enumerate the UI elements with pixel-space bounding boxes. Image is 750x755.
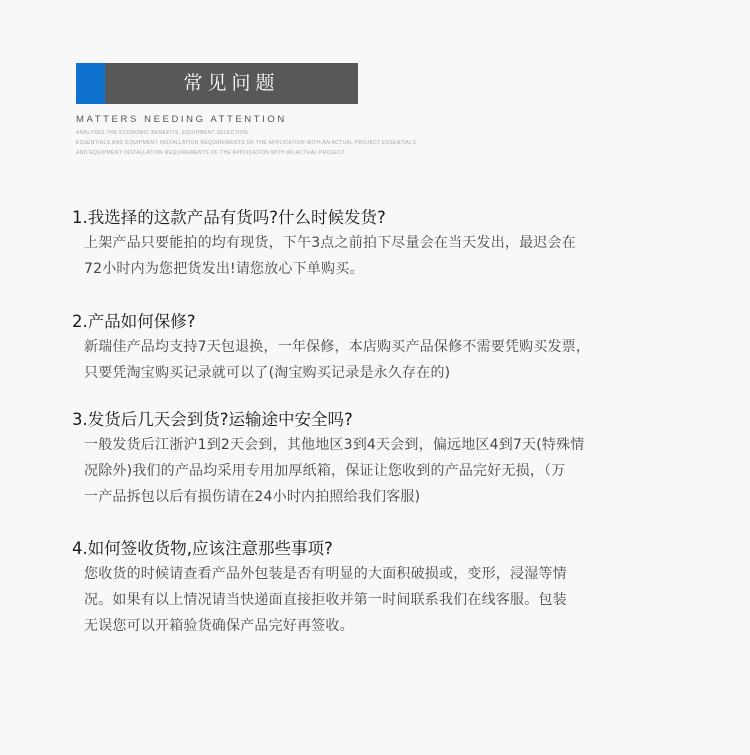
faq-answer bbox=[84, 561, 692, 639]
faq-item bbox=[72, 537, 692, 639]
header-fineprint: ESSENTIALS AND EQUIPMENT INSTALLATION REQUIREMENTS OF THE APPLICATION WITH AN ACTUAL PROJECT.ESSENTIALS bbox=[76, 140, 417, 146]
faq-item bbox=[72, 310, 692, 386]
faq-answer-line: 一产品拆包以后有损伤请在24小时内拍照给我们客服) bbox=[84, 489, 421, 505]
faq-answer-line: 一般发货后江浙沪1到2天会到，其他地区3到4天会到，偏远地区4到7天(特殊情 bbox=[84, 437, 585, 453]
faq-answer bbox=[84, 334, 692, 386]
faq-answer-line: 您收货的时候请查看产品外包装是否有明显的大面积破损或，变形，浸湿等情 bbox=[84, 566, 567, 582]
faq-answer bbox=[84, 432, 692, 510]
faq-item bbox=[72, 206, 692, 282]
faq-answer-line: 上架产品只要能拍的均有现货，下午3点之前拍下尽量会在当天发出，最迟会在 bbox=[84, 235, 576, 251]
header-title: 常见问题 bbox=[183, 72, 280, 94]
header-accent-block bbox=[76, 63, 105, 104]
faq-question: 4.如何签收货物,应该注意那些事项? bbox=[72, 539, 333, 558]
faq-question: 1.我选择的这款产品有货吗?什么时候发货? bbox=[72, 208, 386, 227]
header-fineprint: AND EQUIPMENT INSTALLATION REQUIREMENTS OF THE APPLICATION WITH AN ACTUAL PROJECT. bbox=[76, 150, 347, 156]
faq-item bbox=[72, 408, 692, 510]
faq-answer-line: 况除外)我们的产品均采用专用加厚纸箱，保证让您收到的产品完好无损，（万 bbox=[84, 463, 566, 479]
faq-answer-line: 无误您可以开箱验货确保产品完好再签收。 bbox=[84, 618, 354, 634]
faq-question: 2.产品如何保修? bbox=[72, 312, 196, 331]
faq-answer bbox=[84, 230, 692, 282]
faq-answer-line: 只要凭淘宝购买记录就可以了(淘宝购买记录是永久存在的) bbox=[84, 365, 451, 381]
header-fineprint: ANALYSES THE ECONOMIC BENEFITS, EQUIPMENT SELECTION bbox=[76, 130, 249, 136]
faq-question: 3.发货后几天会到货?运输途中安全吗? bbox=[72, 410, 353, 429]
section-header bbox=[76, 63, 358, 104]
faq-answer-line: 72小时内为您把货发出!请您放心下单购买。 bbox=[84, 261, 364, 277]
faq-answer-line: 新瑞佳产品均支持7天包退换，一年保修，本店购买产品保修不需要凭购买发票， bbox=[84, 339, 591, 355]
faq-answer-line: 况。如果有以上情况请当快递面直接拒收并第一时间联系我们在线客服。包装 bbox=[84, 592, 567, 608]
header-subtitle: MATTERS NEEDING ATTENTION bbox=[76, 114, 287, 125]
